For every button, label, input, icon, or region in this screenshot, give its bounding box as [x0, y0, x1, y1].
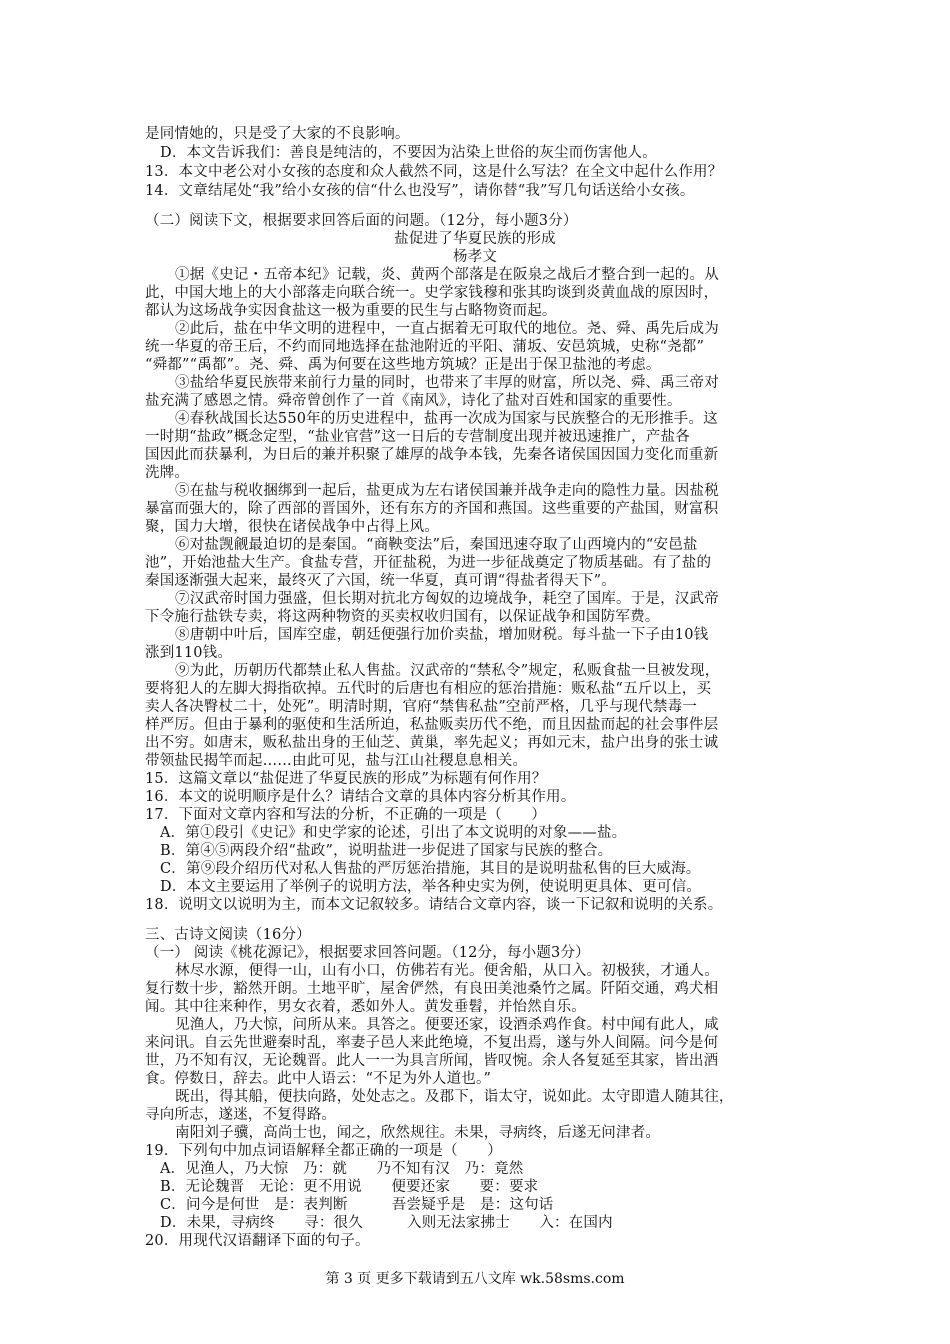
page-footer: 第 3 页 更多下载请到五八文库 wk.58sms.com	[325, 1271, 625, 1287]
paragraph-line: ②此后，盐在中华文明的进程中，一直占据着无可取代的地位。尧、舜、禹先后成为	[175, 321, 719, 337]
article-title: 盐促进了华夏民族的形成	[394, 231, 556, 247]
paragraph-line: ⑦汉武帝时国力强盛，但长期对抗北方匈奴的边境战争，耗空了国库。于是，汉武帝	[175, 591, 719, 607]
paragraph-line: 卖人各决臀杖二十，处死”。明清时期，官府“禁售私盐”空前严格，几乎与现代禁毒一	[145, 699, 698, 715]
classical-text-line: 林尽水源，便得一山，山有小口，仿佛若有光。便舍船，从口入。初极狭，才通人。	[175, 963, 719, 979]
question-14: 14．文章结尾处“我”给小女孩的信“什么也没写”，请你替“我”写几句话送给小女孩。	[145, 183, 695, 199]
option-a: A．第①段引《史记》和史学家的论述，引出了本文说明的对象——盐。	[160, 825, 627, 841]
question-19: 19．下列句中加点词语解释全都正确的一项是（ ）	[145, 1143, 502, 1159]
paragraph-line: ⑨为此，历朝历代都禁止私人售盐。汉武帝的“禁私令”规定，私贩食盐一旦被发现，	[175, 663, 720, 679]
classical-text-line: 闻。其中往来种作，男女衣着，悉如外人。黄发垂髫，并怡然自乐。	[145, 999, 586, 1015]
question-20: 20．用现代汉语翻译下面的句子。	[145, 1233, 370, 1249]
paragraph-line: 涨到110钱。	[145, 645, 233, 661]
option-b: B．无论魏晋 无论：更不用说 便要还家 要：要求	[160, 1179, 539, 1195]
option-b: B．第④⑤两段介绍“盐政”，说明盐进一步促进了国家与民族的整合。	[160, 843, 613, 859]
option-line: D．本文告诉我们：善良是纯洁的，不要因为沾染上世俗的灰尘而伤害他人。	[160, 145, 657, 161]
question-18: 18．说明文以说明为主，而本文记叙较多。请结合文章内容，谈一下记叙和说明的关系。	[145, 897, 723, 913]
option-d: D．本文主要运用了举例子的说明方法，举各种史实为例，使说明更具体、更可信。	[160, 879, 702, 895]
paragraph-line: 秦国逐渐强大起来，最终灭了六国，统一华夏，真可谓“得盐者得天下”。	[145, 573, 616, 589]
article-author: 杨孝文	[452, 249, 498, 265]
classical-text-line: 既出，得其船，便扶向路，处处志之。及郡下，诣太守，说如此。太守即遣人随其往，	[175, 1089, 734, 1105]
subsection-heading: （一） 阅读《桃花源记》，根据要求回答问题。（12分，每小题3分）	[145, 945, 590, 961]
classical-text-line: 食。停数日，辞去。此中人语云：“不足为外人道也。”	[145, 1071, 492, 1087]
paragraph-line: 聚，国力大增，很快在诸侯战争中占得上风。	[145, 519, 439, 535]
paragraph-line: ①据《史记・五帝本纪》记载，炎、黄两个部落是在阪泉之战后才整合到一起的。从	[175, 267, 719, 283]
paragraph-line: 样严厉。但由于暴利的驱使和生活所迫，私盐贩卖历代不绝，而且因盐而起的社会事件层	[145, 717, 719, 733]
question-17: 17．下面对文章内容和写法的分析，不正确的一项是（ ）	[145, 807, 547, 823]
option-d: D．未果，寻病终 寻：很久 入则无法家拂士 入：在国内	[160, 1215, 613, 1231]
paragraph-line: ⑤在盐与税收捆绑到一起后，盐更成为左右诸侯国兼并战争走向的隐性力量。因盐税	[175, 483, 719, 499]
paragraph-line: 都认为这场战争实因食盐这一极为重要的民生与占略物资而起。	[145, 303, 557, 319]
paragraph-line: 要将犯人的左脚大拇指砍掉。五代时的后唐也有相应的惩治措施：贩私盐“五斤以上，买	[145, 681, 712, 697]
paragraph-line: 出不穷。如唐末，贩私盐出身的王仙芝、黄巢，率先起义；再如元末，盐户出身的张士诚	[145, 735, 719, 751]
option-a: A．见渔人，乃大惊 乃：就 乃不知有汉 乃：竟然	[160, 1161, 524, 1177]
classical-text-line: 南阳刘子骥，高尚士也，闻之，欣然规往。未果，寻病终，后遂无问津者。	[175, 1125, 661, 1141]
option-c: C．问今是何世 是：表判断 吾尝疑乎是 是：这句话	[160, 1197, 554, 1213]
paragraph-line: ③盐给华夏民族带来前行力量的同时，也带来了丰厚的财富，所以尧、舜、禹三帝对	[175, 375, 719, 391]
paragraph-line: 一时期“盐政”概念定型，“盐业官营”这一日后的专营制度出现并被迅速推广，产盐各	[145, 429, 690, 445]
section-heading: （二）阅读下文，根据要求回答后面的问题。（12分，每小题3分）	[145, 213, 578, 229]
question-15: 15．这篇文章以“盐促进了华夏民族的形成”为标题有何作用？	[145, 771, 547, 787]
paragraph-line: ④春秋战国长达550年的历史进程中，盐再一次成为国家与民族整合的无形推手。这	[175, 411, 718, 427]
text-line: 是同情她的，只是受了大家的不良影响。	[145, 126, 410, 142]
classical-text-line: 世，乃不知有汉，无论魏晋。此人一一为具言所闻，皆叹惋。余人各复延至其家，皆出酒	[145, 1053, 719, 1069]
classical-text-line: 寻向所志，遂迷，不复得路。	[145, 1107, 337, 1123]
paragraph-line: 统一华夏的帝王后，不约而同地选择在盐池附近的平阳、蒲坂、安邑筑城，史称“尧都”	[145, 339, 705, 355]
paragraph-line: 国因此而获暴利，为日后的兼并积聚了雄厚的战争本钱，先秦各诸侯国因国力变化而重新	[145, 447, 719, 463]
option-c: C．第⑨段介绍历代对私人售盐的严厉惩治措施，其目的是说明盐私售的巨大威海。	[160, 861, 701, 877]
section-heading: 三、古诗文阅读（16分）	[145, 927, 311, 943]
paragraph-line: ⑧唐朝中叶后，国库空虚，朝廷便强行加价卖盐，增加财税。每斗盐一下子由10钱	[175, 627, 709, 643]
paragraph-line: 池”，开始池盐大生产。食盐专营，开征盐税，为进一步征战奠定了物质基础。有了盐的	[145, 555, 712, 571]
paragraph-line: 此，中国大地上的大小部落走向联合统一。史学家钱穆和张其昀谈到炎黄血战的原因时，	[145, 285, 719, 301]
paragraph-line: 下令施行盐铁专卖，将这两种物资的买卖权收归国有，以保证战争和国防军费。	[145, 609, 660, 625]
paragraph-line: 暴富而强大的，除了西部的晋国外，还有东方的齐国和燕国。这些重要的产盐国，财富积	[145, 501, 719, 517]
question-16: 16．本文的说明顺序是什么？请结合文章的具体内容分析其作用。	[145, 789, 576, 805]
paragraph-line: 洗牌。	[145, 465, 190, 481]
classical-text-line: 见渔人，乃大惊，问所从来。具答之。便要还家，设酒杀鸡作食。村中闻有此人，咸	[175, 1017, 719, 1033]
paragraph-line: “舜都”“禹都”。尧、舜、禹为何要在这些地方筑城？正是出于保卫盐池的考虑。	[145, 357, 661, 373]
classical-text-line: 来问讯。自云先世避秦时乱，率妻子邑人来此绝境，不复出焉，遂与外人间隔。问今是何	[145, 1035, 719, 1051]
paragraph-line: ⑥对盐觊觎最迫切的是秦国。“商鞅变法”后，秦国迅速夺取了山西境内的“安邑盐	[175, 537, 698, 553]
question-13: 13．本文中老公对小女孩的态度和众人截然不同，这是什么写法？在全文中起什么作用？	[145, 164, 723, 180]
paragraph-line: 盐充满了感恩之情。舜帝曾创作了一首《南风》，诗化了盐对百姓和国家的重要性。	[145, 393, 682, 409]
classical-text-line: 复行数十步，豁然开朗。土地平旷，屋舍俨然，有良田美池桑竹之属。阡陌交通，鸡犬相	[145, 981, 719, 997]
paragraph-line: 带领盐民揭竿而起……由此可见，盐与江山社稷息息相关。	[145, 753, 528, 769]
